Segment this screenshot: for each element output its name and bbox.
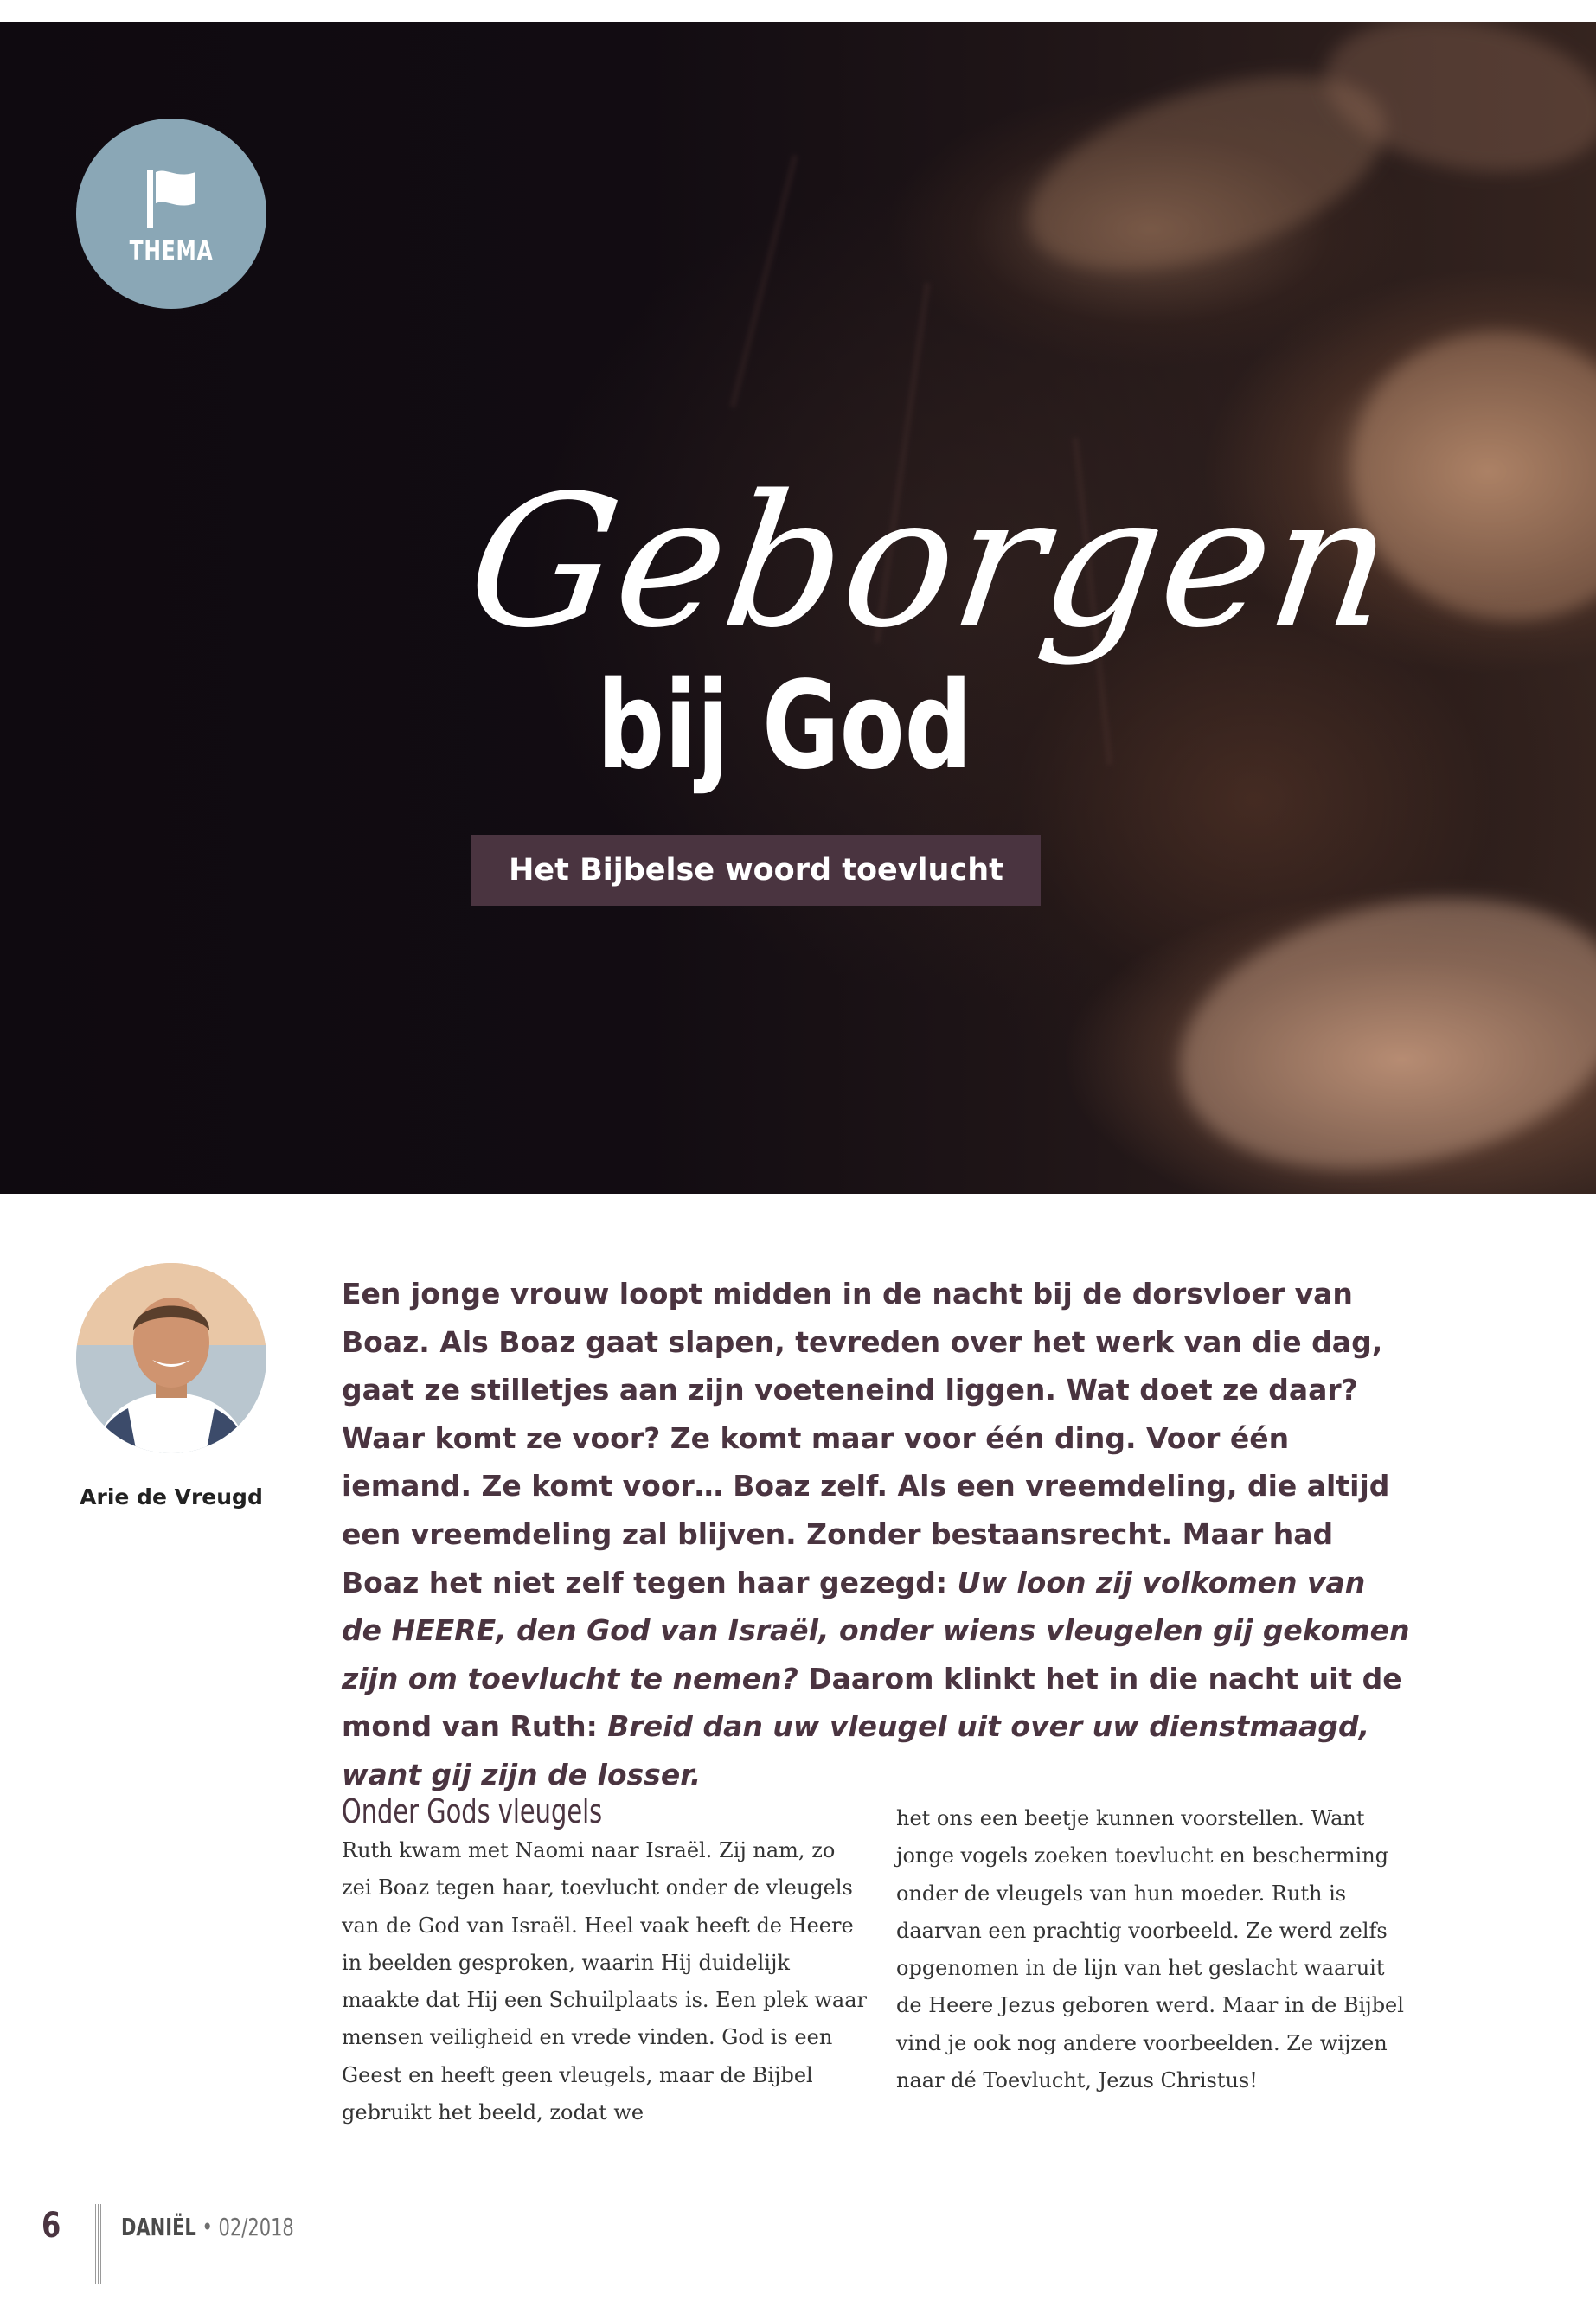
intro-quote: Uw loon zij volkomen van de HEERE, den God van Israël, onder wiens vleugelen gij gekomen zijn om toevlucht te nemen? bbox=[342, 1565, 1410, 1695]
leaf-shape bbox=[1154, 860, 1596, 1194]
body-text: Ruth kwam met Naomi naar Israël. Zij nam, zo zei Boaz tegen haar, toevlucht onder de vleugels van de God van Israël. Heel vaak heeft de Heere in beelden gesproken, waarin Hij duidelijk maakte dat Hij een Schuilplaats is. Een plek waar mensen veiligheid en vrede vinden. God is een Geest en heeft geen vleugels, maar de Bijbel gebruikt het beeld, zodat we bbox=[342, 1838, 868, 2125]
title-script: Geborgen bbox=[456, 456, 1407, 668]
flag-icon bbox=[144, 169, 199, 229]
title-main: bij God bbox=[597, 656, 972, 797]
footer-publication bbox=[121, 2213, 294, 2241]
hero-image bbox=[0, 22, 1596, 1194]
intro-text: Daarom klinkt het in die nacht uit de mond van Ruth: bbox=[342, 1661, 1402, 1744]
subtitle-bar bbox=[471, 835, 1041, 906]
magazine-name: DANIËL bbox=[121, 2213, 196, 2241]
intro-text: Een jonge vrouw loopt midden in de nacht bij de dorsvloer van Boaz. Als Boaz gaat slapen, tevreden over het werk van die dag, gaat ze stilletjes aan zijn voeteneind liggen. Wat doet ze daar? Waar komt ze voor? Ze komt maar voor één ding. Voor één iemand. Ze komt voor… Boaz zelf. Als een vreemdeling, die altijd een vreemdeling zal blijven. Zonder bestaansrecht. Maar had Boaz het niet zelf tegen haar gezegd: bbox=[342, 1277, 1390, 1599]
intro-quote: Breid dan uw vleugel uit over uw dienstmaagd, want gij zijn de losser. bbox=[342, 1709, 1370, 1791]
article-column-left bbox=[342, 1791, 869, 2131]
section-heading: Onder Gods vleugels bbox=[342, 1792, 603, 1830]
body-text: het ons een beetje kunnen voorstellen. Want jonge vogels zoeken toevlucht en bescherming onder de vleugels van hun moeder. Ruth is daarvan een prachtig voorbeeld. Ze werd zelfs opgenomen in de lijn van het geslacht waaruit de Heere Jezus geboren werd. Maar in de Bijbel vind je ook nog andere voorbeelden. Ze wijzen naar dé Toevlucht, Jezus Christus! bbox=[896, 1806, 1404, 2093]
author-photo bbox=[76, 1263, 266, 1453]
thema-label: THEMA bbox=[129, 235, 214, 266]
article-column-right bbox=[896, 1800, 1415, 2099]
intro-paragraph bbox=[342, 1270, 1414, 1799]
thema-badge bbox=[76, 119, 266, 309]
issue-number: 02/2018 bbox=[218, 2213, 294, 2241]
page-number: 6 bbox=[42, 2206, 61, 2246]
footer-separator: • bbox=[195, 2213, 219, 2241]
subtitle-text: Het Bijbelse woord toevlucht bbox=[509, 853, 1003, 888]
feather-streak bbox=[730, 155, 798, 408]
author-name: Arie de Vreugd bbox=[80, 1484, 263, 1509]
footer-divider bbox=[95, 2204, 102, 2284]
author-portrait bbox=[76, 1263, 266, 1453]
